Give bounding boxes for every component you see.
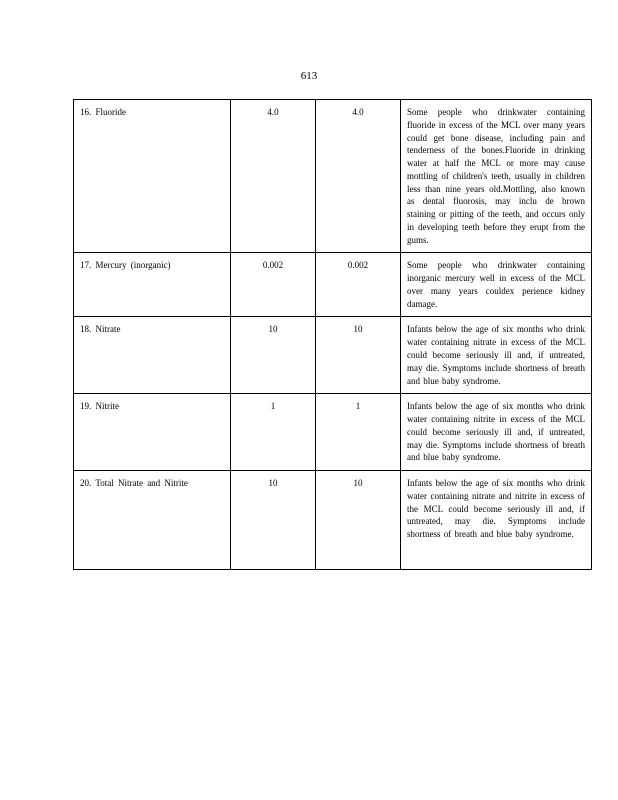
contaminant-health-effects: Some people who drinkwater containing inorganic mercury well in excess of the MCL over many years couldex perience kidney damage.	[401, 253, 592, 317]
contaminant-mcl: 0.002	[316, 253, 401, 317]
table-row	[74, 317, 592, 394]
contaminant-health-effects: Infants below the age of six months who drink water containing nitrate in excess of the MCL could become seriously ill and, if untreated, may die. Symptoms include shortness of breath and blue baby syndrome.	[401, 317, 592, 394]
contaminant-mcl: 4.0	[316, 100, 401, 253]
table-row	[74, 394, 592, 471]
contaminant-mclg: 1	[231, 394, 316, 471]
contaminant-mcl: 10	[316, 317, 401, 394]
contaminant-mclg: 4.0	[231, 100, 316, 253]
contaminant-mclg: 0.002	[231, 253, 316, 317]
contaminant-name: 19. Nitrite	[74, 394, 231, 471]
contaminant-mclg: 10	[231, 471, 316, 570]
page-number: 613	[300, 70, 318, 82]
contaminant-name: 16. Fluoride	[74, 100, 231, 253]
table-row	[74, 253, 592, 317]
table-body	[74, 100, 592, 570]
contaminant-table	[73, 99, 592, 570]
contaminant-mcl: 10	[316, 471, 401, 570]
contaminant-mclg: 10	[231, 317, 316, 394]
contaminant-table-container	[73, 99, 585, 570]
contaminant-health-effects: Some people who drinkwater containing fluoride in excess of the MCL over many years could get bone disease, including pain and tenderness of the bones.Fluoride in drinking water at half the MCL or more may cause mottling of children's teeth, usually in children less than nine years old.Mottling, also known as dental fluorosis, may inclu de brown staining or pitting of the teeth, and occurs only in developing teeth before they erupt from the gums.	[401, 100, 592, 253]
table-row	[74, 100, 592, 253]
contaminant-health-effects: Infants below the age of six months who drink water containing nitrite in excess of the MCL could become seriously ill and, if untreated, may die. Symptoms include shortness of breath and blue baby syndrome.	[401, 394, 592, 471]
contaminant-name: 20. Total Nitrate and Nitrite	[74, 471, 231, 570]
contaminant-name: 17. Mercury (inorganic)	[74, 253, 231, 317]
contaminant-health-effects: Infants below the age of six months who drink water containing nitrate and nitrite in excess of the MCL could become seriously ill and, if untreated, may die. Symptoms include shortness of breath and blue baby syndrome.	[401, 471, 592, 570]
table-row	[74, 471, 592, 570]
contaminant-name: 18. Nitrate	[74, 317, 231, 394]
contaminant-mcl: 1	[316, 394, 401, 471]
